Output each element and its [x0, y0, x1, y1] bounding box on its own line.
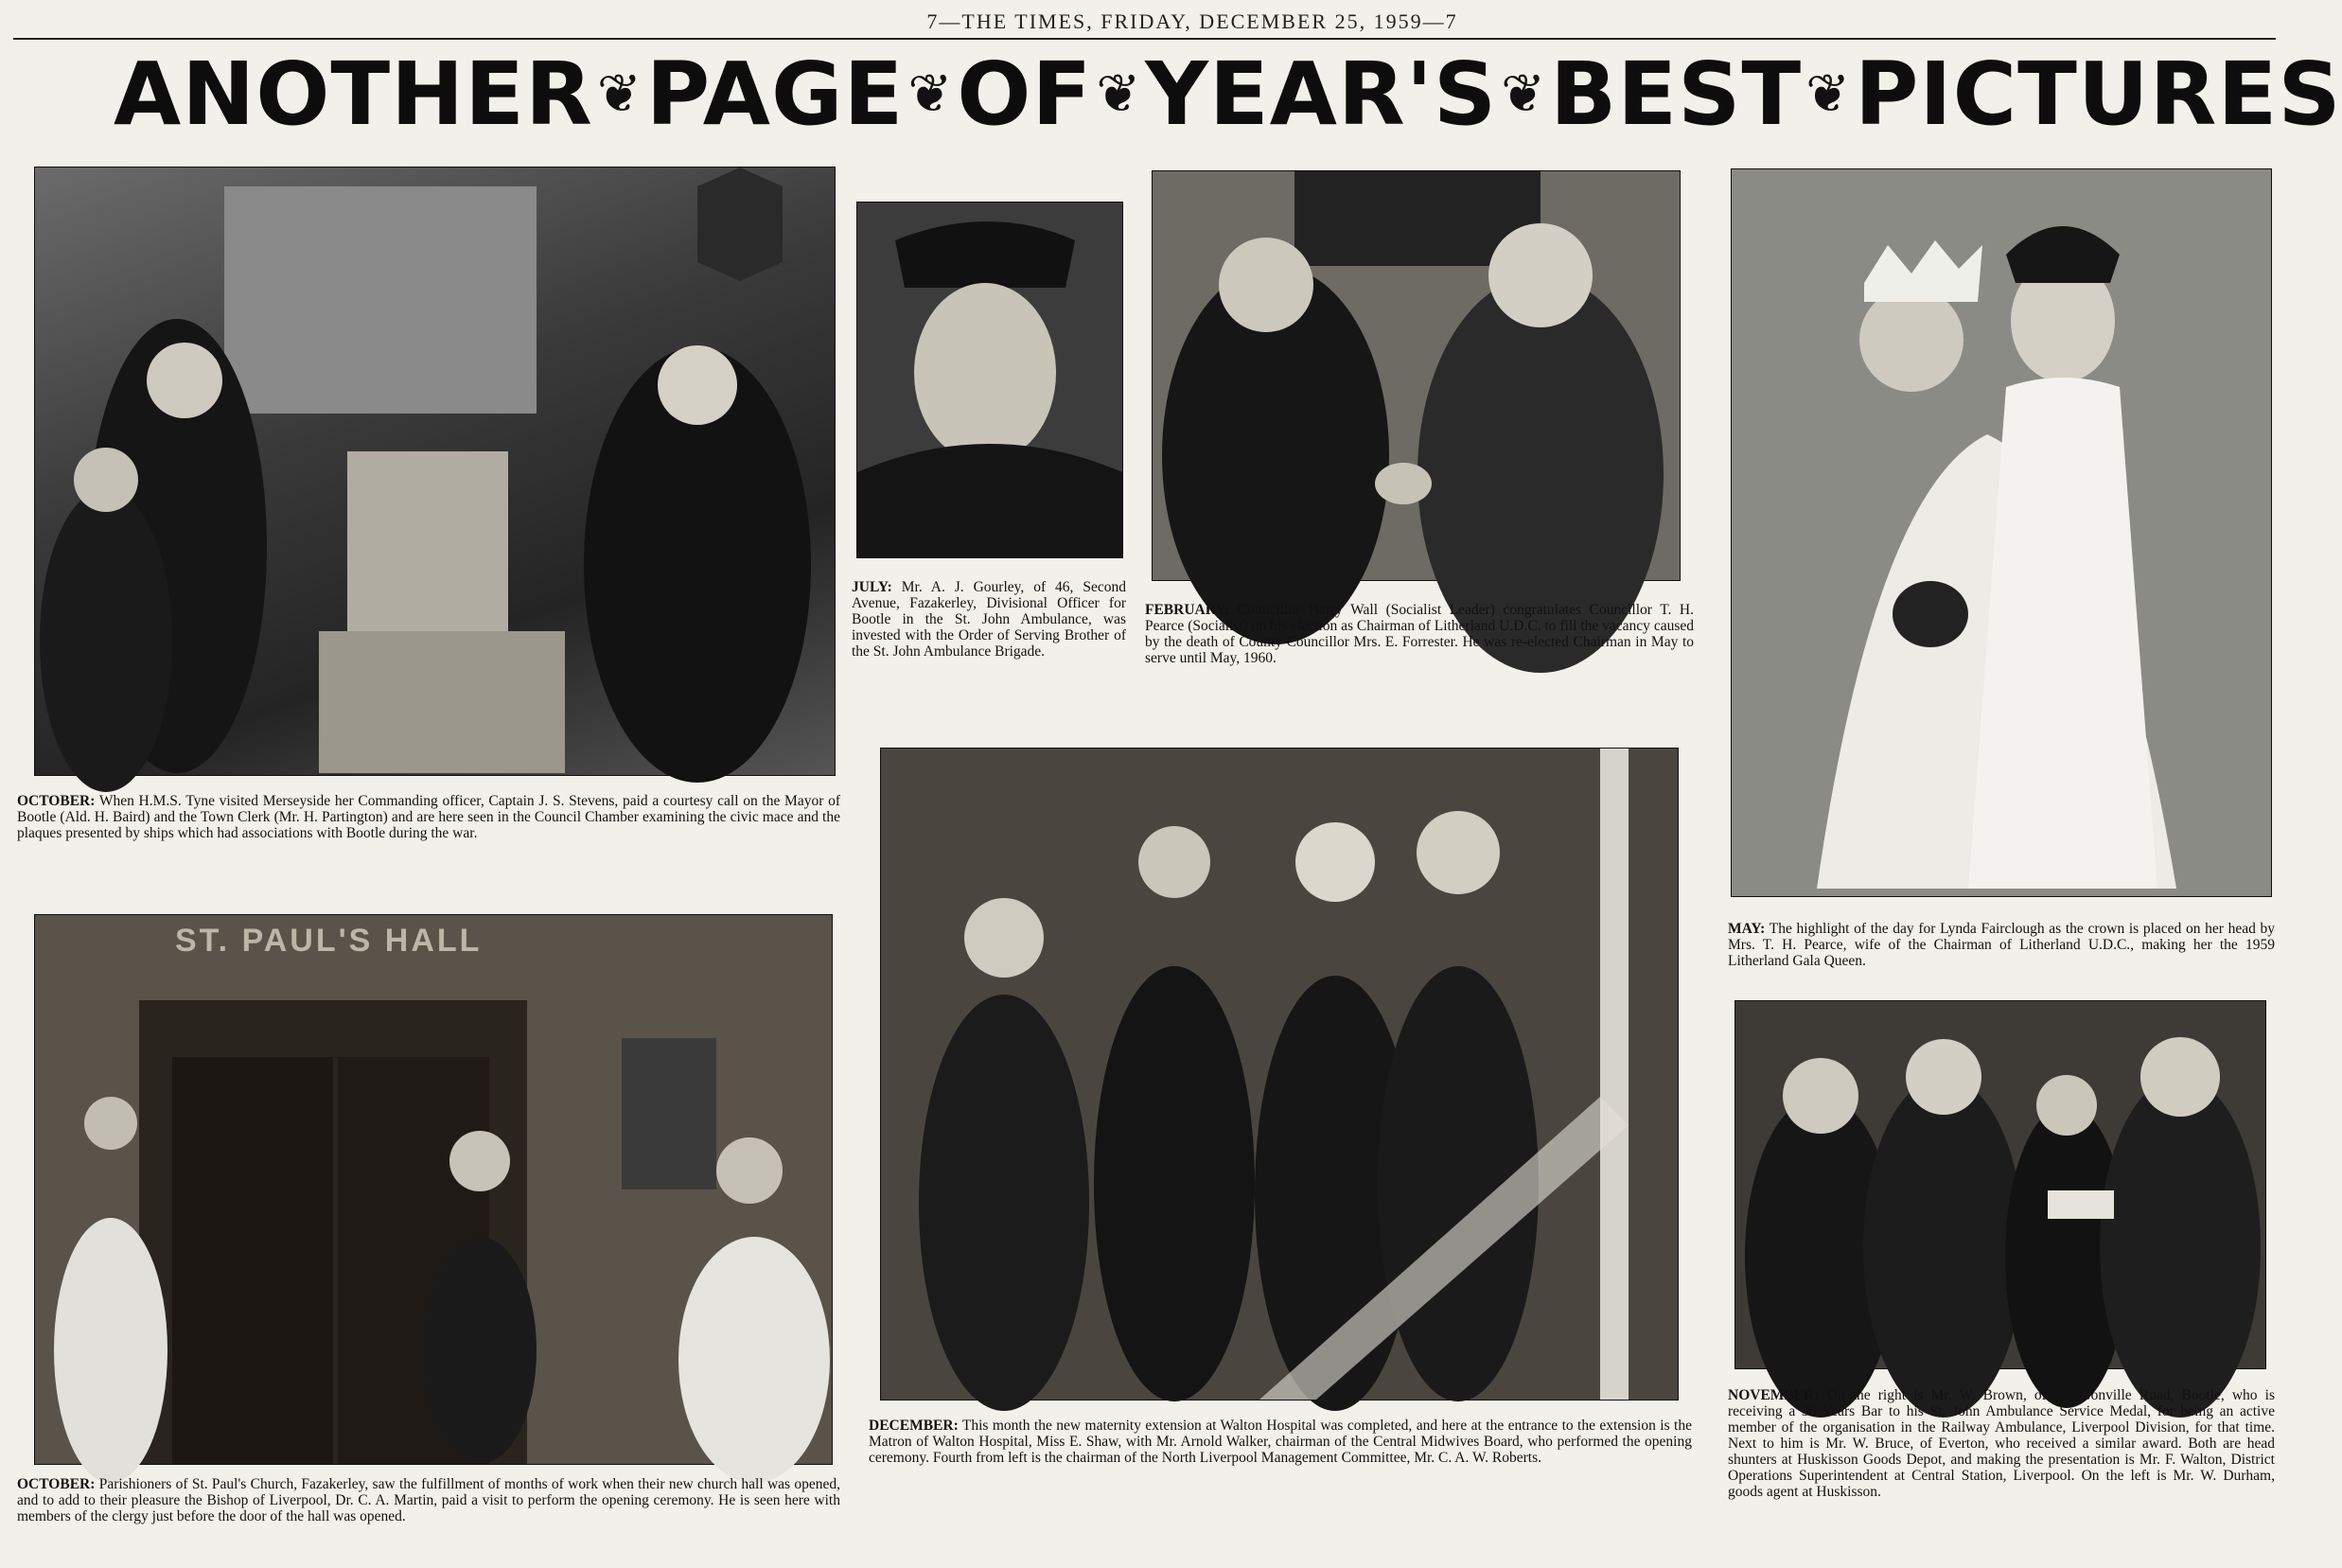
- page-headline: [114, 42, 2342, 146]
- page-folio: 7—THE TIMES, FRIDAY, DECEMBER 25, 1959—7: [926, 9, 1458, 33]
- headline-word: YEAR'S: [1145, 43, 1498, 145]
- photo-gourley-portrait: [856, 202, 1123, 558]
- headline-word: OF: [957, 43, 1093, 145]
- photo-walton-hospital: [880, 748, 1679, 1401]
- caption-december-walton: [869, 1418, 1692, 1466]
- headline-word: PICTURES: [1855, 43, 2342, 145]
- headline-word: BEST: [1550, 43, 1803, 145]
- headline-word: ANOTHER: [114, 43, 593, 145]
- photo-handshake: [1152, 170, 1681, 581]
- holly-icon: ❦: [1501, 62, 1547, 125]
- caption-lead: DECEMBER:: [869, 1418, 959, 1434]
- caption-lead: MAY:: [1728, 921, 1766, 937]
- photo-gala-queen: [1731, 168, 2272, 897]
- caption-october-st-pauls: [17, 1476, 840, 1524]
- photo-council-chamber: [34, 167, 836, 776]
- caption-lead: OCTOBER:: [17, 1476, 96, 1492]
- caption-may-fairclough: [1728, 921, 2275, 969]
- photo-st-pauls-hall: [34, 914, 833, 1465]
- photo-medal-presentation: [1734, 1000, 2266, 1369]
- holly-icon: ❦: [1096, 62, 1142, 125]
- caption-body: On the right is Mr. W. Brown, of 35, Gonville Road, Bootle, who is receiving a 30 Years Bar to his St. John Ambulance Service Medal, for being an active member of the organisation in the Railway Ambulance, Liverpool Division, for that time. Next to him is Mr. W. Bruce, of Everton, who received a similar award. Both are head shunters at Huskisson Goods Depot, and making the presentation is Mr. F. Walton, District Operations Superintendent at Central Station, Liverpool. On the left is Mr. W. Durham, goods agent at Huskisson.: [1728, 1387, 2276, 1500]
- headline-word: PAGE: [645, 43, 905, 145]
- holly-icon: ❦: [596, 62, 643, 125]
- caption-july-gourley: [852, 579, 1126, 660]
- caption-body: Councillor Harry Wall (Socialist Leader) congratulates Councillor T. H. Pearce (Socialist) on his election as Chairman of Litherland U.D.C. to fill the vacancy caused by the death of County Councillor Mrs. E. Forrester. He was re-elected Chairman in May to serve until May, 1960.: [1145, 602, 1695, 666]
- caption-lead: NOVEMBER:: [1728, 1387, 1820, 1403]
- caption-body: This month the new maternity extension at Walton Hospital was completed, and here at the entrance to the extension is the Matron of Walton Hospital, Miss E. Shaw, with Mr. Arnold Walker, chairman of the Central Midwives Board, who performed the opening ceremony. Fourth from left is the chairman of the North Liverpool Management Committee, Mr. C. A. W. Roberts.: [869, 1418, 1692, 1466]
- top-rule: [13, 38, 2276, 40]
- caption-lead: OCTOBER:: [17, 793, 96, 809]
- caption-lead: JULY:: [852, 579, 892, 595]
- caption-body: When H.M.S. Tyne visited Merseyside her Commanding officer, Captain J. S. Stevens, paid a courtesy call on the Mayor of Bootle (Ald. H. Baird) and the Town Clerk (Mr. H. Partington) and are here seen in the Council Chamber examining the civic mace and the plaques presented by ships which had associations with Bootle during the war.: [17, 793, 840, 841]
- caption-body: Mr. A. J. Gourley, of 46, Second Avenue, Fazakerley, Divisional Officer for Bootle in the St. John Ambulance, was invested with the Order of Serving Brother of the St. John Ambulance Brigade.: [852, 579, 1126, 660]
- hall-sign: ST. PAUL'S HALL: [175, 923, 483, 959]
- holly-icon: ❦: [907, 62, 954, 125]
- caption-october-tyne: [17, 793, 840, 841]
- caption-february-wall: [1145, 602, 1694, 666]
- caption-body: The highlight of the day for Lynda Fairclough as the crown is placed on her head by Mrs. T. H. Pearce, wife of the Chairman of Litherland U.D.C., making her the 1959 Litherland Gala Queen.: [1728, 921, 2275, 969]
- caption-body: Parishioners of St. Paul's Church, Fazakerley, saw the fulfillment of months of work when their new church hall was opened, and to add to their pleasure the Bishop of Liverpool, Dr. C. A. Martin, paid a visit to perform the opening ceremony. He is seen here with members of the clergy just before the door of the hall was opened.: [17, 1476, 840, 1524]
- caption-lead: FEBRUARY:: [1145, 602, 1230, 618]
- caption-november-brown: [1728, 1387, 2275, 1500]
- holly-icon: ❦: [1805, 62, 1851, 125]
